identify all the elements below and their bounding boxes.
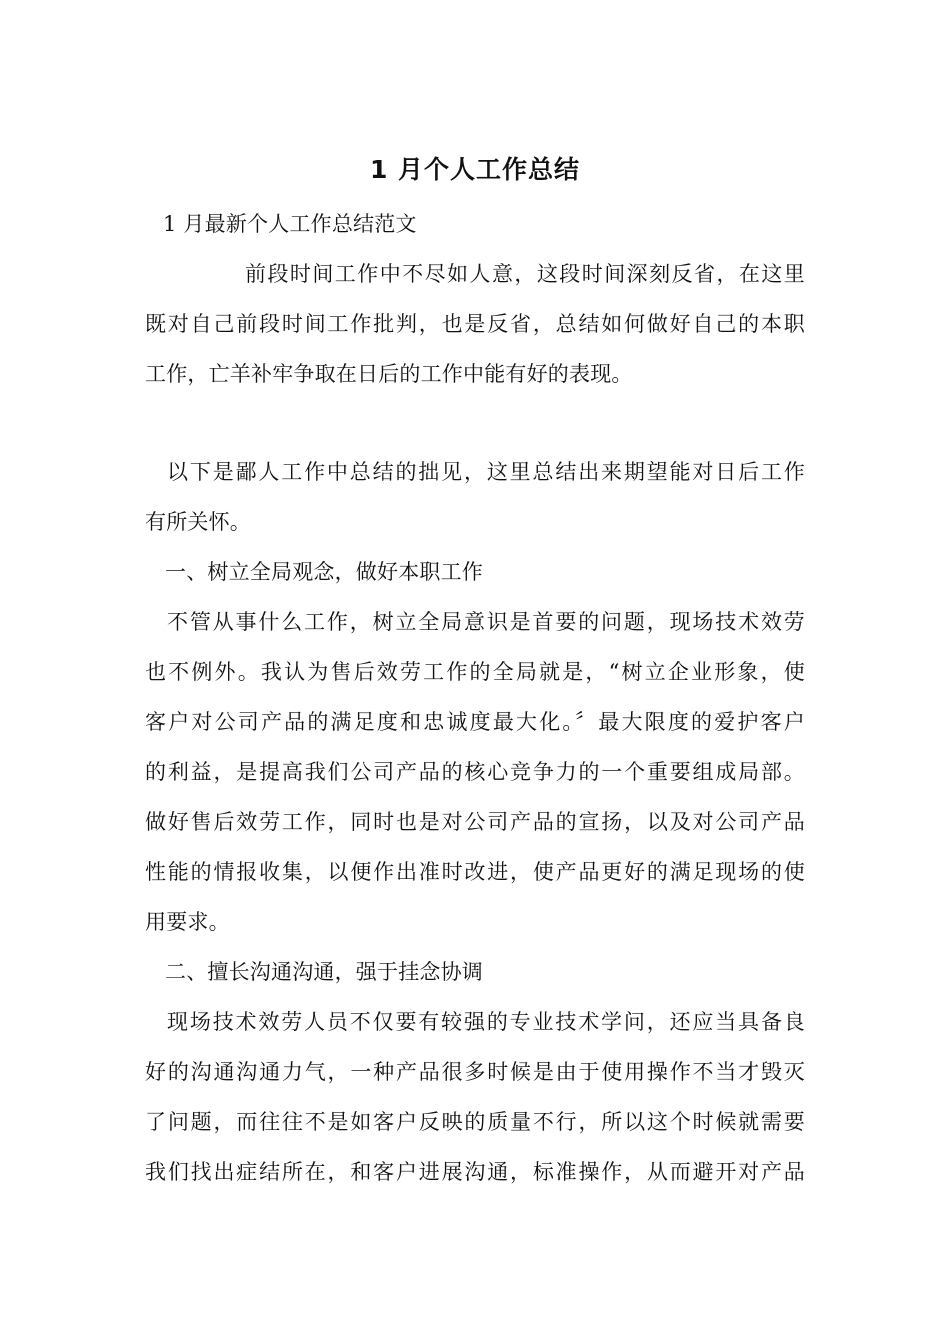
paragraph-line: 也不例外。我认为售后效劳工作的全局就是，“树立企业形象，使 [145, 660, 805, 684]
paragraph-line: 有所关怀。 [145, 510, 251, 534]
section-heading: 二、擅长沟通沟通，强于挂念协调 [165, 960, 483, 984]
paragraph-line: 现场技术效劳人员不仅要有较强的专业技术学问，还应当具备良 [167, 1010, 805, 1034]
paragraph-line: 好的沟通沟通力气，一种产品很多时候是由于使用操作不当才毁灭 [145, 1060, 805, 1084]
paragraph-line: 了问题，而往往不是如客户反映的质量不行，所以这个时候就需要 [145, 1110, 805, 1134]
document-subtitle: 1 月最新个人工作总结范文 [163, 212, 417, 236]
document-title: 1 月个人工作总结 [369, 155, 581, 184]
paragraph-line: 用要求。 [145, 910, 230, 934]
paragraph-line: 既对自己前段时间工作批判，也是反省，总结如何做好自己的本职 [145, 312, 805, 336]
paragraph-line: 性能的情报收集，以便作出准时改进，使产品更好的满足现场的使 [145, 860, 805, 884]
section-heading: 一、树立全局观念，做好本职工作 [165, 560, 483, 584]
paragraph-line: 我们找出症结所在，和客户进展沟通，标准操作，从而避开对产品 [145, 1160, 805, 1184]
paragraph-line: 不管从事什么工作，树立全局意识是首要的问题，现场技术效劳 [167, 610, 805, 634]
paragraph-line: 做好售后效劳工作，同时也是对公司产品的宣扬，以及对公司产品 [145, 810, 805, 834]
paragraph-line: 工作，亡羊补牢争取在日后的工作中能有好的表现。 [145, 362, 633, 386]
paragraph-line: 的利益，是提高我们公司产品的核心竞争力的一个重要组成局部。 [145, 760, 805, 784]
paragraph-line: 客户对公司产品的满足度和忠诚度最大化。〞最大限度的爱护客户 [145, 710, 805, 734]
paragraph-line: 前段时间工作中不尽如人意，这段时间深刻反省，在这里 [245, 262, 805, 286]
paragraph-line: 以下是鄙人工作中总结的拙见，这里总结出来期望能对日后工作 [167, 460, 805, 484]
